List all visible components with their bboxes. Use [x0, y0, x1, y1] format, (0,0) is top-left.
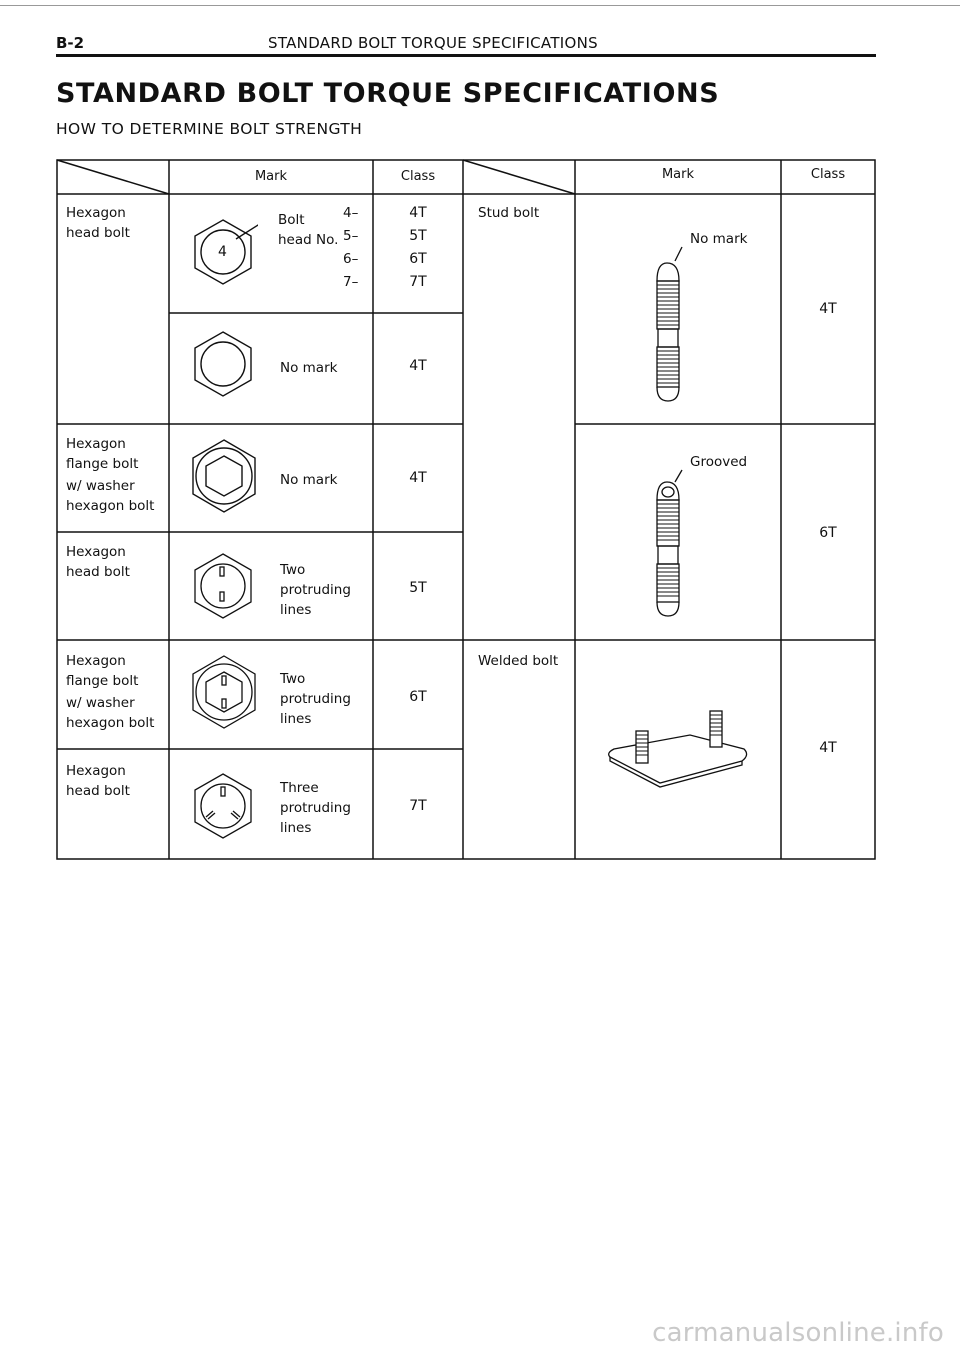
stud-bolt-grooved-icon [645, 468, 695, 618]
running-title: STANDARD BOLT TORQUE SPECIFICATIONS [268, 34, 598, 52]
bolt-type-line: Hexagon [66, 653, 126, 669]
bolt-type-line: Hexagon [66, 436, 126, 452]
stud-bolt-plain-icon [645, 245, 695, 405]
class-value: 6T [409, 251, 427, 267]
bolt-type-cell [66, 761, 130, 801]
page-title: STANDARD BOLT TORQUE SPECIFICATIONS [56, 78, 720, 109]
bolt-type-label: Welded bolt [478, 653, 559, 669]
mark-line: lines [280, 820, 312, 836]
head-number-label: head No. [278, 232, 339, 248]
class-list [373, 202, 463, 294]
class-value: 5T [409, 228, 427, 244]
mark-line: Three [280, 780, 319, 796]
flange-hex-icon [186, 438, 262, 514]
mark-line: Two [280, 562, 306, 578]
head-number-value: 4 [218, 244, 227, 260]
mark-line: protruding [280, 582, 351, 598]
head-number-item: 5– [343, 228, 359, 244]
bolt-type-line: hexagon bolt [66, 715, 155, 731]
class-value: 4T [409, 358, 427, 374]
no-mark-label: No mark [280, 472, 338, 488]
bolt-type-line: Hexagon [66, 763, 126, 779]
class-value: 6T [409, 689, 427, 705]
head-number-item: 6– [343, 251, 359, 267]
watermark: carmanualsonline.info [652, 1318, 944, 1348]
bolt-type-line: flange bolt [66, 673, 139, 689]
bolt-type-line: w/ washer [66, 695, 135, 711]
bolt-type-line: w/ washer [66, 478, 135, 494]
mark-line: Two [280, 671, 306, 687]
bolt-type-line: hexagon bolt [66, 498, 155, 514]
head-number-item: 4– [343, 205, 359, 221]
mark-line: protruding [280, 800, 351, 816]
bolt-type-cell [66, 542, 130, 582]
no-mark-label: No mark [280, 360, 338, 376]
page-number: B-2 [56, 34, 85, 52]
bolt-label: Bolt [278, 212, 305, 228]
left-mark-header: Mark [254, 169, 288, 184]
class-value: 5T [409, 580, 427, 596]
left-class-header: Class [400, 169, 436, 184]
bolt-type-line: Hexagon [66, 544, 126, 560]
grooved-label: Grooved [690, 454, 748, 470]
mark-line: protruding [280, 691, 351, 707]
mark-line: lines [280, 711, 312, 727]
class-value: 4T [409, 205, 427, 221]
section-subtitle: HOW TO DETERMINE BOLT STRENGTH [56, 120, 363, 138]
bolt-type-line: head bolt [66, 564, 130, 580]
welded-bolt-icon [600, 705, 760, 795]
right-mark-header: Mark [661, 167, 695, 182]
hex-three-lines-icon [188, 772, 258, 842]
bolt-type-cell [66, 434, 154, 516]
mark-description [280, 669, 351, 729]
class-value: 4T [819, 301, 837, 317]
hex-head-plain-icon [188, 330, 258, 400]
class-value: 4T [409, 470, 427, 486]
hex-two-lines-icon [188, 552, 258, 622]
flange-two-lines-icon [186, 654, 262, 730]
head-number-item: 7– [343, 274, 359, 290]
mark-line: lines [280, 602, 312, 618]
class-value: 4T [819, 740, 837, 756]
bolt-type-cell [66, 651, 154, 733]
bolt-type-label: Stud bolt [478, 205, 540, 221]
no-mark-label: No mark [690, 231, 748, 247]
class-value: 6T [819, 525, 837, 541]
bolt-type-line: head bolt [66, 225, 130, 241]
mark-description [280, 778, 351, 838]
right-class-header: Class [810, 167, 846, 182]
head-number-list [343, 202, 358, 294]
bolt-type-line: head bolt [66, 783, 130, 799]
mark-description [280, 560, 351, 620]
class-value: 7T [409, 798, 427, 814]
class-value: 7T [409, 274, 427, 290]
bolt-type-cell [66, 203, 130, 243]
bolt-type-line: flange bolt [66, 456, 139, 472]
bolt-type-line: Hexagon [66, 205, 126, 221]
